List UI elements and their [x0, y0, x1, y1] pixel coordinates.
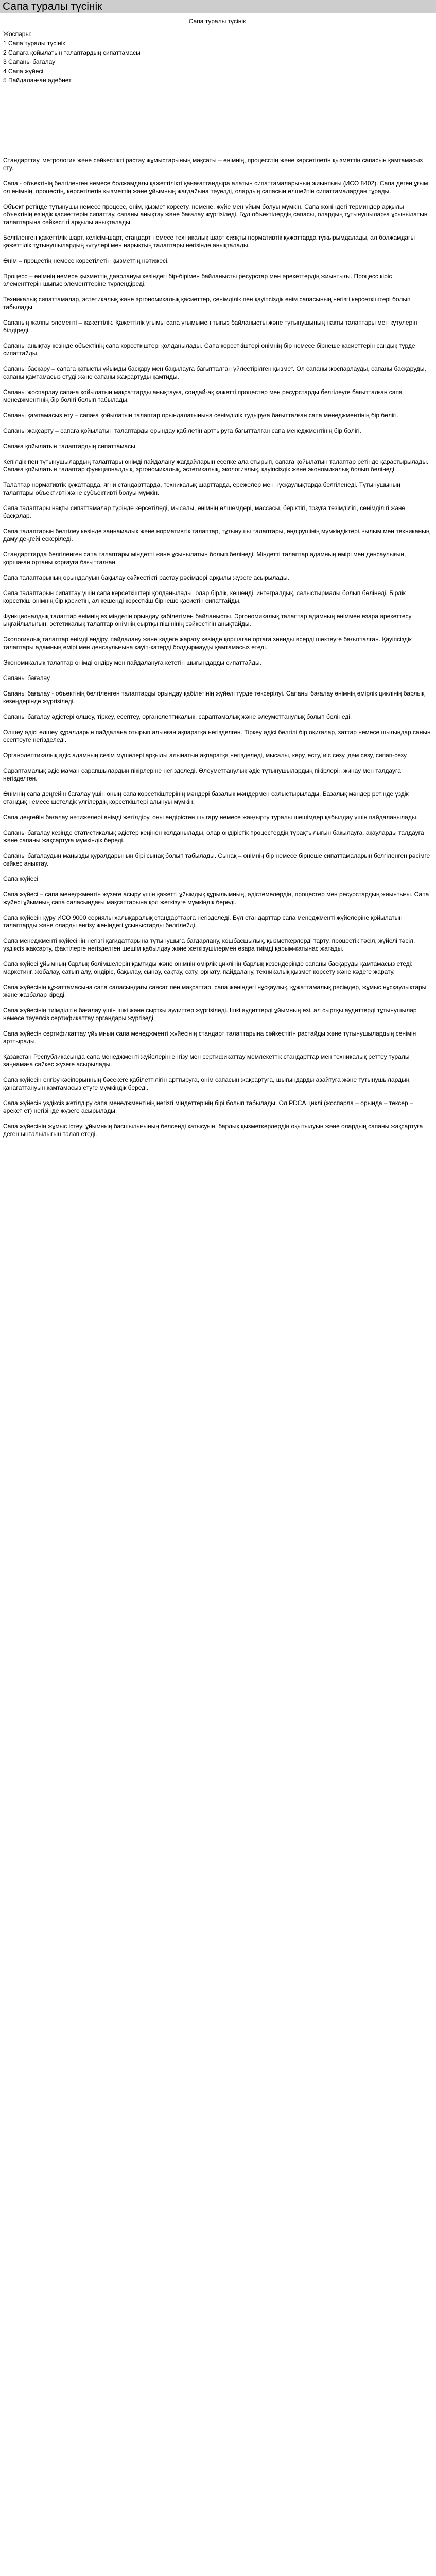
paragraph: Өнімнің сапа деңгейін бағалау үшін оның сапа көрсеткіштерінің мәндері базалық мәндермен салыстырылады. Базалық мәндер ретінде үздік отандық немесе шетелдік үлгілердің көрсеткіштері алынуы мүмкін. [3, 790, 409, 805]
paragraph: Сапа жүйесін сертификаттау ұйымның сапа менеджменті жүйесінің стандарт талаптарына сәйкестігін растайды және тұтынушылардың сенімін арттырады. [3, 1030, 416, 1045]
toc-item[interactable]: 2 Сапаға қойылатын талаптардың сипаттамасы [3, 49, 141, 56]
toc-item[interactable]: 4 Сапа жүйесі [3, 67, 44, 75]
toc-item[interactable]: 1 Сапа туралы түсінік [3, 40, 65, 47]
paragraph: Сапаны бағалау кезінде статистикалық әдістер кеңінен қолданылады, олар өндірістік процестердің тұрақтылығын бақылауға, ақауларды талдауға және сапаны жақсартуға мүмкіндік береді. [3, 829, 424, 844]
paragraph: Сапаны басқару – сапаға қатысты ұйымды басқару мен бақылауға бағытталған үйлестірілген қызмет. Ол сапаны жоспарлауды, сапаны басқаруды, сапаны қамтамасыз етуді және сапаны жақсартуды қамтиды. [3, 365, 426, 380]
paragraph: Қазақстан Республикасында сапа менеджменті жүйелерін енгізу мен сертификаттау мемлекеттік стандарттар мен техникалық реттеу туралы заңнамаға сәйкес жүзеге асырылады. [3, 1053, 410, 1068]
toc-item[interactable]: 5 Пайдаланған әдебиет [3, 77, 72, 84]
window-title-bar: Сапа туралы түсінік [0, 0, 436, 13]
paragraph: Сапаны жоспарлау сапаға қойылатын мақсаттарды анықтауға, сондай-ақ қажетті процестер мен ресурстарды белгілеуге бағытталған сапа менеджментінің бір бөлігі болып табылады. [3, 388, 403, 403]
paragraph: Сапа жүйесінің құжаттамасына сапа саласындағы саясат пен мақсаттар, сапа жөніндегі нұсқаулық, құжаттамалық рәсімдер, жұмыс нұсқаулықтары және жазбалар кіреді. [3, 984, 427, 998]
paragraph: Белгіленген қажеттілік шарт, келісім-шарт, стандарт немесе техникалық шарт сияқты нормативтік құжаттарда тұжырымдалады, ал болжамдағы қажеттілік тұтынушылардың күтулері мен нарықтың талаптары негізінде анықталады. [3, 234, 415, 249]
paragraph: Сапа жүйесін үздіксіз жетілдіру сапа менеджментінің негізгі міндеттерінің бірі болып табылады. Ол PDCA циклі (жоспарла – орында – тексер – әрекет ет) негізінде жүзеге асырылады. [3, 1099, 413, 1114]
paragraph: Сапа деңгейін бағалау нәтижелері өнімді жетілдіру, оны өндірістен шығару немесе жаңғырту туралы шешімдер қабылдау үшін пайдаланылады. [3, 814, 418, 821]
paragraph: Өнім – процестің немесе көрсетілетін қызметтің нәтижесі. [3, 257, 169, 264]
paragraph: Процесс – өнімнің немесе қызметтің даярлануы кезіндегі бір-бірімен байланысты ресурстар мен әрекеттердің жиынтығы. Процесс кіріс элементтерін шығыс элементтеріне түрлендіреді. [3, 273, 392, 287]
section-assessment [3, 674, 431, 868]
section-heading: Сапаны бағалау [3, 674, 50, 682]
paragraph: Объект ретінде тұтынушы немесе процесс, өнім, қызмет көрсету, немене, жүйе мен ұйым болуы мүмкін. Сапа жөніндегі терминдер арқылы объектінің өзіндік қасиеттерін сипаттау, сапаны анықтау және бағалау жүргізіледі. Бұл объектілердің сапасы, олардың тұтынушыларға ұсынылатын талаптарына сәйкестігі арқылы анықталады. [3, 203, 428, 226]
paragraph: Функционалдық талаптар өнімнің өз міндетін орындау қабілетімен байланысты. Эргономикалық талаптар адамның өніммен өзара әрекеттесу ыңғайлылығын, эстетикалық талаптар өнімнің сыртқы пішінінің сәйкестігін анықтайды. [3, 613, 412, 628]
paragraph: Сапа жүйесінің тиімділігін бағалау үшін ішкі және сыртқы аудиттер жүргізіледі. Ішкі аудиттерді ұйымның өзі, ал сыртқы аудиттерді тұтынушылар немесе тәуелсіз сертификаттау органдары жүргізеді. [3, 1007, 417, 1022]
paragraph: Кепілдік пен тұтынушылардың талаптары өнімді пайдалану жағдайларын есепке ала отырып, сапаға қойылатын талаптар ретінде қарастырылады. Сапаға қойылатын талаптар функционалдық, эргономикалық, эстетикалық, экологиялық, қауіпсіздік және экономикалық болып бөлінеді. [3, 458, 429, 473]
paragraph: Экологиялық талаптар өнімді өндіру, пайдалану және кәдеге жарату кезінде қоршаған ортаға зиянды әсерді шектеуге бағытталған. Қауіпсіздік талаптары адамның өмірі мен денсаулығына қауіп-қатерді болдырмауды қамтамасыз етеді. [3, 636, 412, 651]
paragraph: Стандарттарда белгіленген сапа талаптары міндетті және ұсынылатын болып бөлінеді. Міндетті талаптар адамның өмірі мен денсаулығын, қоршаған ортаны қорғауға бағытталған. [3, 551, 406, 566]
paragraph: Сапаны анықтау кезінде объектінің сапа көрсеткіштері қолданылады. Сапа көрсеткіштері өнімнің бір немесе бірнеше қасиеттерін сандық түрде сипаттайды. [3, 342, 415, 357]
section-system [3, 875, 431, 1138]
paragraph: Сапа талаптарын сипаттау үшін сапа көрсеткіштері қолданылады, олар бірлік, кешенді, интегралдық, салыстырмалы болып бөлінеді. Бірлік көрсеткіш өнімнің бір қасиетін, ал кешенді көрсеткіш бірнеше қасиетін сипаттайды. [3, 589, 406, 604]
section-heading: Сапаға қойылатын талаптардың сипаттамасы [3, 443, 135, 450]
section-requirements [3, 443, 431, 667]
section-intro [3, 157, 431, 435]
paragraph: Сапа жүйесін құру ИСО 9000 сериялы халықаралық стандарттарға негізделеді. Бұл стандарттар сапа менеджменті жүйелеріне қойылатын талаптарды және оларды енгізу жөніндегі ұсыныстарды белгілейді. [3, 914, 403, 929]
paragraph: Экономикалық талаптар өнімді өндіру мен пайдалануға кететін шығындарды сипаттайды. [3, 659, 261, 666]
paragraph: Сапа жүйесі – сапа менеджментін жүзеге асыру үшін қажетті ұйымдық құрылымның, әдістемелердің, процестер мен ресурстардың жиынтығы. Сапа жүйесі ұйымның сапа саласындағы мақсаттарына қол жеткізуге мүмкіндік береді. [3, 891, 429, 906]
paragraph: Сапа жүйесінің жұмыс істеуі ұйымның басшылығының белсенді қатысуын, барлық қызметкерлердің оқытылуын және олардың сапаны жақсартуға деген ынталылығын талап етеді. [3, 1123, 423, 1138]
paragraph: Өлшеу әдісі өлшеу құралдарын пайдалана отырып алынған ақпаратқа негізделген. Тіркеу әдісі белгілі бір оқиғалар, заттар немесе шығындар санын есептеуге негізделеді. [3, 728, 431, 743]
toc-list [3, 40, 431, 84]
paragraph: Сапа талаптарын белгілеу кезінде заңнамалық және нормативтік талаптар, тұтынушы талаптары, өндірушінің мүмкіндіктері, ғылым мен техниканың даму деңгейі ескеріледі. [3, 528, 430, 543]
paragraph: Сапа - объектінің белгіленген немесе болжамдағы қажеттілікті қанағаттандыра алатын сипаттамаларының жиынтығы (ИСО 8402). Сапа деген ұғым ол өнімнің, процестің, көрсетілетін қызметтің және ұйымның жағдайына тәуелді, олардың сапасын өлшейтін сипаттамалардан тұрады. [3, 180, 428, 195]
paragraph: Сапаны қамтамасыз ету – сапаға қойылатын талаптар орындалатынына сенімділік тудыруға бағытталған сапа менеджментінің бір бөлігі. [3, 412, 399, 419]
paragraph: Талаптар нормативтік құжаттарда, яғни стандарттарда, техникалық шарттарда, ережелер мен нұсқаулықтарда белгіленеді. Тұтынушының талаптары объективті және субъективті болуы мүмкін. [3, 481, 400, 496]
paragraph: Сапа талаптарының орындалуын бақылау сәйкестікті растау рәсімдері арқылы жүзеге асырылады. [3, 574, 289, 581]
paragraph: Сараптамалық әдіс маман сарапшылардың пікірлеріне негізделеді. Әлеуметтанулық әдіс тұтынушылардың пікірлерін жинау мен талдауға негізделген. [3, 767, 401, 782]
toc-label: Жоспары: [3, 30, 32, 38]
paragraph: Сапаны бағалау әдістері өлшеу, тіркеу, есептеу, органолептикалық, сараптамалық және әлеуметтанулық болып бөлінеді. [3, 713, 352, 720]
paragraph: Сапаның жалпы элементі – қажеттілік. Қажеттілік ұғымы сапа ұғымымен тығыз байланысты және тұтынушының нақты талаптары мен күтулерін білдіреді. [3, 319, 417, 334]
paragraph: Сапаны жақсарту – сапаға қойылатын талаптарды орындау қабілетін арттыруға бағытталған сапа менеджментінің бір бөлігі. [3, 427, 361, 434]
paragraph: Органолептикалық әдіс адамның сезім мүшелері арқылы алынатын ақпаратқа негізделеді, мысалы, көру, есту, иіс сезу, дәм сезу, сипап-сезу. [3, 752, 408, 759]
paragraph: Сапаны бағалау - объектінің белгіленген талаптарды орындау қабілетінің жүйелі түрде тексерілуі. Сапаны бағалау өнімнің өмірлік циклінің барлық кезеңдерінде жүргізіледі. [3, 690, 425, 705]
document-title: Сапа туралы түсінік [188, 18, 246, 25]
paragraph: Сапа менеджменті жүйесінің негізгі қағидаттарына тұтынушыға бағдарлану, көшбасшылық, қызметкерлерді тарту, процестік тәсіл, жүйелі тәсіл, үздіксіз жақсарту, фактілерге негізделген шешім қабылдау және жеткізушілермен өзара тиімді қарым-қатынас жатады. [3, 937, 415, 952]
paragraph: Сапаны бағалаудың маңызды құралдарының бірі сынақ болып табылады. Сынақ – өнімнің бір немесе бірнеше сипаттамаларын белгіленген рәсімге сәйкес анықтау. [3, 852, 430, 867]
paragraph: Техникалық сипаттамалар, эстетикалық және эргономикалық қасиеттер, сенімділік пен қауіпсіздік өнім сапасының негізгі көрсеткіштері болып табылады. [3, 296, 411, 311]
toc-item[interactable]: 3 Сапаны бағалау [3, 58, 56, 65]
paragraph: Стандарттау, метрология және сәйкестікті растау жұмыстарының мақсаты – өнімнің, процесстің және көрсетілетін қызметтің сапасын қамтамасыз ету. [3, 157, 423, 172]
paragraph: Сапа жүйесін енгізу кәсіпорынның бәсекеге қабілеттілігін арттыруға, өнім сапасын жақсартуға, шығындарды азайтуға және тұтынушылардың қанағаттануын қамтамасыз етуге мүмкіндік береді. [3, 1076, 410, 1091]
paragraph: Сапа талаптары нақты сипаттамалар түрінде көрсетіледі, мысалы, өнімнің өлшемдері, массасы, беріктігі, тозуға төзімділігі, сенімділігі және басқалар. [3, 504, 406, 519]
document-body [3, 18, 431, 1146]
paragraph: Сапа жүйесі ұйымның барлық бөлімшелерін қамтиды және өнімнің өмірлік циклінің барлық кезеңдерінде сапаны басқаруды қамтамасыз етеді: маркетинг, жобалау, сатып алу, өндіріс, бақылау, сынау, сақтау, сату, орнату, пайдалану, техникалық қызмет көрсету және кәдеге жарату. [3, 960, 413, 975]
section-heading: Сапа жүйесі [3, 875, 39, 883]
